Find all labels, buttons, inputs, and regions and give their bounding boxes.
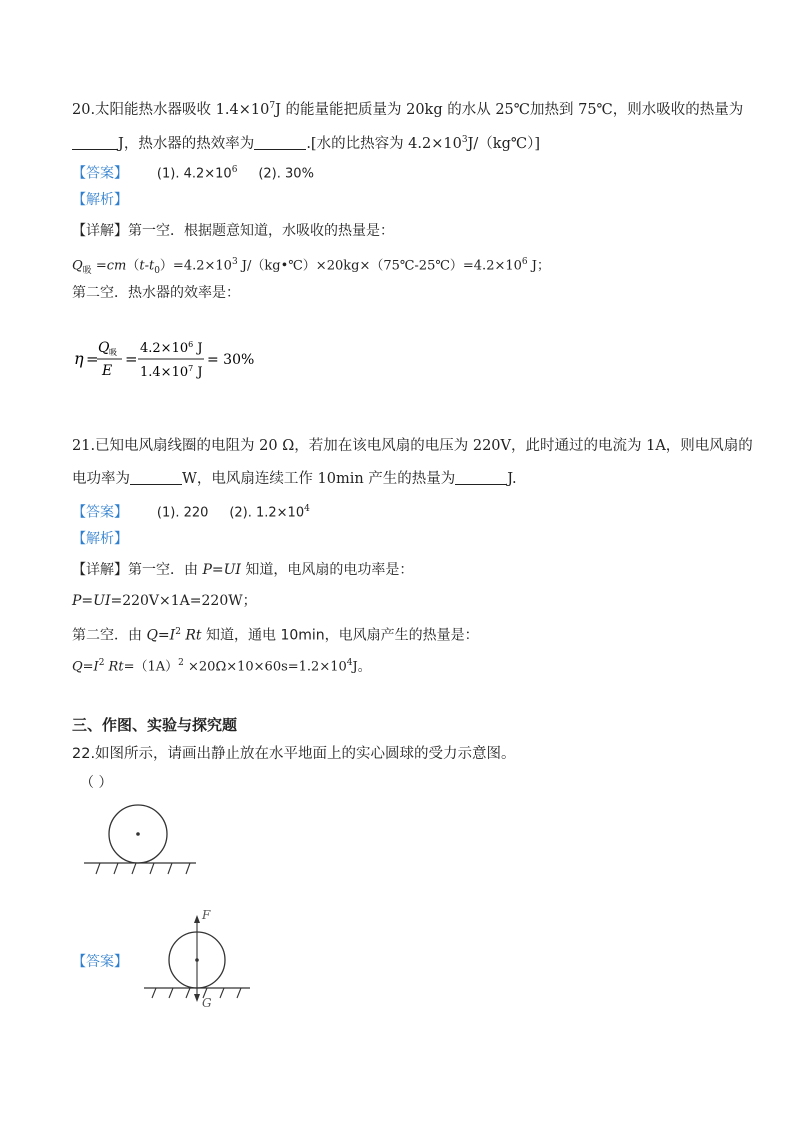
answer-blank[interactable]	[72, 135, 118, 150]
answer-blank[interactable]	[130, 470, 182, 485]
ground-hatching	[96, 863, 190, 874]
q-numerator: Q	[98, 340, 110, 356]
q21-detail-2: 第二空．由 $Q=I^2$ Rt 知道，通电 10min，电风扇产生的热量是：	[72, 627, 479, 644]
q20-stem-line1: 20.太阳能热水器吸收 $1.4\times 10^7J$ 的能量能把质量为 20kg 的水从 25℃加热到 75℃，则水吸收的热量为	[72, 101, 744, 118]
q22-answer-tag: 【答案】	[72, 954, 128, 970]
e-denominator: E	[102, 363, 113, 379]
force-f-arrowhead	[194, 915, 200, 923]
efficiency-formula	[72, 328, 272, 388]
force-g-label: G	[202, 996, 212, 1010]
q22-answer-paren: （ ）	[80, 775, 113, 791]
q21-answer: 【答案】 (1). 220 (2). $1.2\times 10^4$	[72, 504, 310, 521]
force-f-label: F	[202, 908, 211, 922]
denominator-value: $1.4\times 10^7$ J	[140, 364, 203, 380]
equals-sign-2: =	[125, 350, 138, 368]
eta-symbol: η	[74, 349, 84, 368]
equals-sign: =	[86, 350, 99, 368]
force-g-arrowhead	[194, 994, 200, 1002]
q21-analysis-tag: 【解析】	[72, 531, 128, 547]
ball-center-dot	[136, 832, 140, 836]
ball-on-ground-diagram	[82, 798, 202, 880]
numerator-value: $4.2\times 10^6$ J	[140, 340, 203, 356]
q21-stem-line2: 电功率为 W，电风扇连续工作 10min 产生的热量为 J.	[72, 471, 517, 487]
q22-stem: 22.如图所示，请画出静止放在水平地面上的实心圆球的受力示意图。	[72, 746, 516, 762]
q20-stem-line2: J，热水器的热效率为 .[水的比热容为 $4.2\times 10^3J/(kg℃)$]	[72, 130, 540, 154]
result-value: = 30%	[207, 352, 255, 368]
q21-equation-2: $Q=I^2$ $Rt=(1A)^2 \times 20\Omega\times 10\times 60s=1.2\times 10^4J$。	[72, 658, 371, 675]
q21-detail-1: 【详解】第一空．由 P=UI 知道，电风扇的电功率是：	[72, 562, 414, 578]
q21-stem-line1: 21.已知电风扇线圈的电阻为 20 Ω，若加在该电风扇的电压为 220V，此时通过的电流为 1A，则电风扇的	[72, 438, 753, 454]
force-diagram	[142, 905, 254, 1015]
q20-detail-2: 第二空．热水器的效率是：	[72, 285, 240, 301]
answer-blank[interactable]	[455, 470, 507, 485]
q21-equation-1: P=UI=220V×1A=220W；	[72, 593, 257, 609]
q20-answer: 【答案】 (1). $4.2\times 10^6$ (2). 30%	[72, 165, 314, 182]
q-subscript: 吸	[109, 348, 117, 357]
q20-equation-1: $Q_吸 =cm(t-t_0)=4.2\times 10^3$ $J/(kg•℃)\times 20kg\times(75℃-25℃)=4.2\times 10^6$ J；	[72, 257, 550, 276]
answer-blank[interactable]	[254, 135, 306, 150]
q20-detail-1: 【详解】第一空．根据题意知道，水吸收的热量是：	[72, 223, 394, 239]
q20-analysis-tag: 【解析】	[72, 192, 128, 208]
section-heading: 三、作图、实验与探究题	[72, 716, 238, 734]
